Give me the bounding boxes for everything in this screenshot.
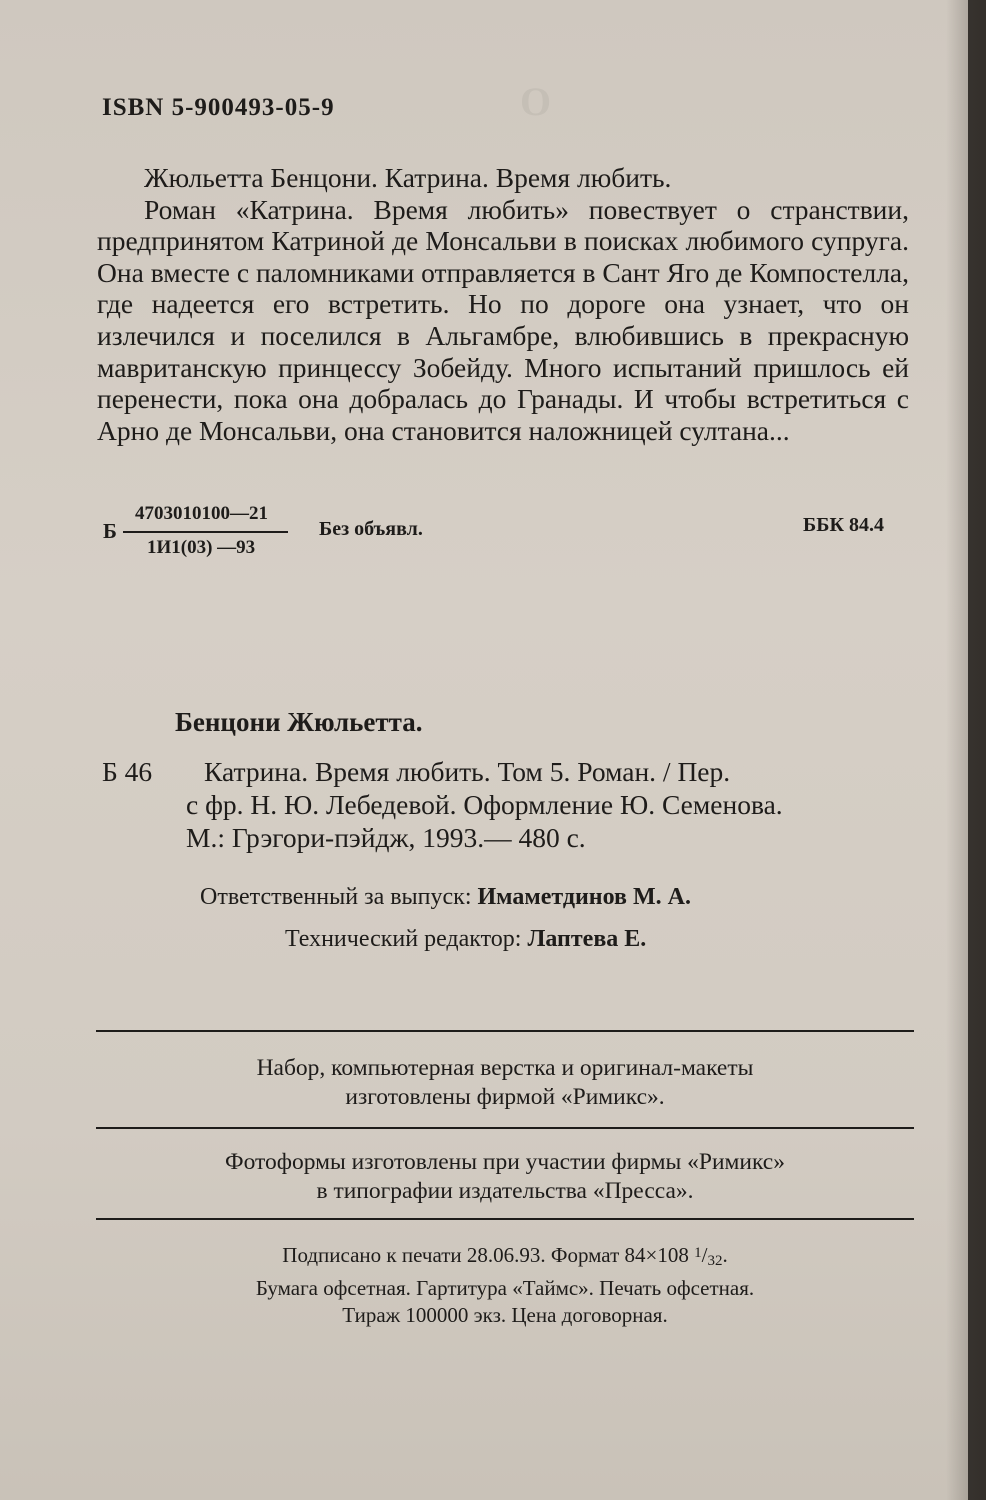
- divider: [96, 1218, 914, 1220]
- code-note: Без объявл.: [319, 518, 423, 540]
- credit-editor: [285, 926, 646, 953]
- typesetting-line: Набор, компьютерная верстка и оригинал-макеты: [256, 1055, 754, 1081]
- bleed-through-text: О: [520, 79, 554, 124]
- imprint-line-1: Подписано к печати 28.06.93. Формат 84×108 $^1$/32.: [282, 1243, 728, 1269]
- annotation-body: Роман «Катрина. Время любить» повествует о странствии, предпринятом Катриной де Монсальви в поисках любимого супруга. Она вместе с паломниками отправляется в Сант Яго де Компостелла, где надеется его встретить. Но по дороге она узнает, что он излечился и поселился в Альгамбре, влюбившись в прекрасную мавританскую принцессу Зобейду. Много испытаний пришлось ей перенести, пока она добралась до Гранады. И чтобы встретиться с Арно де Монсальви, она становится наложницей султана...: [97, 193, 909, 446]
- page-shadow: [946, 0, 986, 1500]
- photoforms-line: Фотоформы изготовлены при участии фирмы «Римикс»: [225, 1149, 785, 1175]
- imprint-text: Подписано к печати 28.06.93. Формат 84×108: [282, 1243, 689, 1267]
- format-denominator: 32: [707, 1253, 723, 1269]
- bibl-line: М.: Грэгори-пэйдж, 1993.— 480 с.: [186, 822, 586, 853]
- bibl-code: Б 46: [102, 756, 153, 787]
- bibl-line: с фр. Н. Ю. Лебедевой. Оформление Ю. Семенова.: [186, 789, 783, 820]
- code-numerator: 4703010100—21: [135, 503, 268, 524]
- author-heading: Бенцони Жюльетта.: [175, 707, 423, 737]
- annotation-title: Жюльетта Бенцони. Катрина. Время любить.: [144, 162, 672, 193]
- imprint-line-2: Бумага офсетная. Гартитура «Таймс». Печать офсетная.: [255, 1276, 755, 1300]
- bbk-code: ББК 84.4: [803, 514, 884, 536]
- bibl-line: Катрина. Время любить. Том 5. Роман. / Пер.: [204, 756, 731, 787]
- credit-name: Лаптева Е.: [527, 926, 647, 952]
- typesetting-line: изготовлены фирмой «Римикс».: [345, 1084, 665, 1110]
- credit-responsible: [200, 884, 691, 911]
- credit-name: Имаметдинов М. А.: [477, 884, 691, 910]
- photoforms-note: [96, 1148, 914, 1206]
- format-numerator: 1: [694, 1245, 702, 1261]
- imprint-period: .: [722, 1243, 728, 1267]
- credit-label: Ответственный за выпуск:: [200, 884, 472, 910]
- divider: [96, 1030, 914, 1032]
- fraction-line: [123, 531, 288, 533]
- divider: [96, 1127, 914, 1129]
- imprint: [96, 1240, 914, 1329]
- code-denominator: 1И1(03) —93: [147, 537, 256, 558]
- annotation: [97, 162, 909, 446]
- isbn: ISBN 5-900493-05-9: [102, 94, 335, 121]
- code-letter: Б: [103, 519, 117, 543]
- typesetting-note: [96, 1054, 914, 1112]
- photoforms-line: в типографии издательства «Пресса».: [316, 1178, 694, 1204]
- bibl-text: [186, 755, 894, 854]
- imprint-line-3: Тираж 100000 экз. Цена договорная.: [342, 1303, 668, 1327]
- credit-label: Технический редактор:: [285, 926, 522, 952]
